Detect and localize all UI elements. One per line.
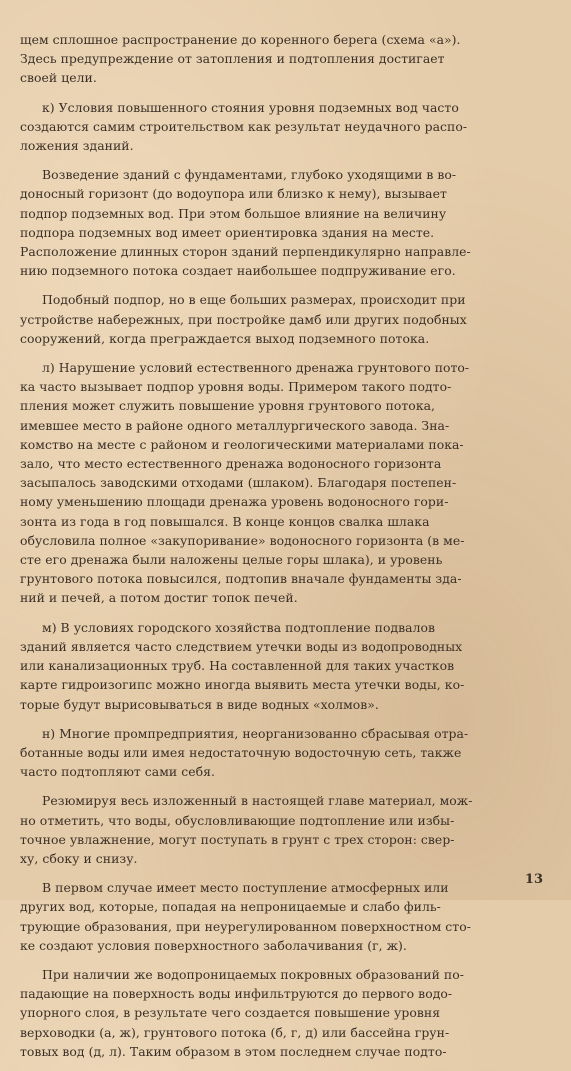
text-line: верховодки (а, ж), грунтового потока (б, г, д) или бассейна грун- bbox=[20, 1024, 450, 1040]
text-line: ложения зданий. bbox=[20, 138, 134, 154]
text-line: трующие образования, при неурегулированном поверхностном сто- bbox=[20, 918, 471, 934]
text-line: подпора подземных вод имеет ориентировка здания на месте. bbox=[20, 224, 435, 240]
text-line: торые будут вырисовываться в виде водных «холмов». bbox=[20, 696, 379, 712]
text-line: ке создают условия поверхностного заболачивания (г, ж). bbox=[20, 937, 407, 953]
text-line: Расположение длинных сторон зданий перпендикулярно направле- bbox=[20, 244, 471, 260]
text-line: устройстве набережных, при постройке дамб или других подобных bbox=[20, 311, 467, 327]
text-line: сте его дренажа были наложены целые горы шлака), и уровень bbox=[20, 552, 443, 568]
text-line: ху, сбоку и снизу. bbox=[20, 850, 138, 866]
text-line: зонта из года в год повышался. В конце концов свалка шлака bbox=[20, 513, 430, 529]
text-line: щем сплошное распространение до коренного берега (схема «а»). bbox=[20, 32, 461, 47]
text-line: комство на месте с районом и геологическими материалами пока- bbox=[20, 436, 464, 452]
paragraph bbox=[20, 98, 552, 156]
text-line: пления может служить повышение уровня грунтового потока, bbox=[20, 398, 436, 414]
text-line: Здесь предупреждение от затопления и подтопления достигает bbox=[20, 51, 445, 67]
text-line: засыпалось заводскими отходами (шлаком). Благодаря постепен- bbox=[20, 475, 457, 491]
text-line: к) Условия повышенного стояния уровня подземных вод часто bbox=[42, 99, 459, 115]
text-line: упорного слоя, в результате чего создается повышение уровня bbox=[20, 1005, 441, 1021]
text-line: своей цели. bbox=[20, 70, 97, 86]
text-line: обусловила полное «закупоривание» водоносного горизонта (в ме- bbox=[20, 532, 465, 548]
text-line: Подобный подпор, но в еще больших размерах, происходит при bbox=[42, 292, 466, 308]
text-line: ному уменьшению площади дренажа уровень водоносного гори- bbox=[20, 494, 449, 510]
paragraph bbox=[20, 878, 552, 955]
text-line: других вод, которые, попадая на непроницаемые и слабо филь- bbox=[20, 899, 441, 915]
text-line: ний и печей, а потом достиг топок печей. bbox=[20, 590, 298, 606]
paragraph bbox=[20, 358, 552, 608]
paragraph bbox=[20, 618, 552, 714]
text-line: но отметить, что воды, обусловливающие подтопление или избы- bbox=[20, 812, 455, 828]
text-line: создаются самим строительством как результат неудачного распо- bbox=[20, 118, 468, 134]
text-line: карте гидроизогипс можно иногда выявить места утечки воды, ко- bbox=[20, 677, 465, 693]
text-line: Возведение зданий с фундаментами, глубоко уходящими в во- bbox=[42, 167, 457, 183]
paragraph bbox=[20, 791, 552, 868]
paragraph bbox=[20, 30, 552, 88]
text-line: н) Многие промпредприятия, неорганизованно сбрасывая отра- bbox=[42, 725, 469, 741]
text-line: товых вод (д, л). Таким образом в этом последнем случае подто- bbox=[20, 1043, 447, 1059]
paragraph bbox=[20, 290, 552, 348]
text-line: грунтового потока повысился, подтопив вначале фундаменты зда- bbox=[20, 571, 462, 587]
paragraph bbox=[20, 965, 552, 1061]
text-line: нию подземного потока создает наибольшее подпруживание его. bbox=[20, 263, 456, 279]
text-line: зало, что место естественного дренажа водоносного горизонта bbox=[20, 456, 442, 472]
text-line: сооружений, когда преграждается выход подземного потока. bbox=[20, 330, 430, 346]
text-line: ботанные воды или имея недостаточную водосточную сеть, также bbox=[20, 744, 462, 760]
text-line: точное увлажнение, могут поступать в грунт с трех сторон: свер- bbox=[20, 831, 455, 847]
text-line: При наличии же водопроницаемых покровных образований по- bbox=[42, 966, 464, 982]
text-line: зданий является часто следствием утечки воды из водопроводных bbox=[20, 638, 463, 654]
page-number: 13 bbox=[524, 872, 543, 887]
text-line: В первом случае имеет место поступление атмосферных или bbox=[42, 880, 449, 896]
text-line: л) Нарушение условий естественного дренажа грунтового пото- bbox=[42, 360, 470, 376]
text-line: ка часто вызывает подпор уровня воды. Примером такого подто- bbox=[20, 379, 452, 395]
text-line: Резюмируя весь изложенный в настоящей главе материал, мож- bbox=[42, 793, 473, 809]
paragraph bbox=[20, 165, 552, 280]
text-line: или канализационных труб. На составленной для таких участков bbox=[20, 658, 455, 674]
text-line: подпор подземных вод. При этом большое влияние на величину bbox=[20, 205, 447, 221]
page-body bbox=[20, 30, 552, 1071]
text-line: падающие на поверхность воды инфильтруются до первого водо- bbox=[20, 986, 453, 1002]
text-line: м) В условиях городского хозяйства подтопление подвалов bbox=[42, 619, 436, 635]
text-line: часто подтопляют сами себя. bbox=[20, 764, 215, 780]
paragraph bbox=[20, 724, 552, 782]
text-line: имевшее место в районе одного металлургического завода. Зна- bbox=[20, 417, 450, 433]
text-line: доносный горизонт (до водоупора или близко к нему), вызывает bbox=[20, 186, 447, 202]
